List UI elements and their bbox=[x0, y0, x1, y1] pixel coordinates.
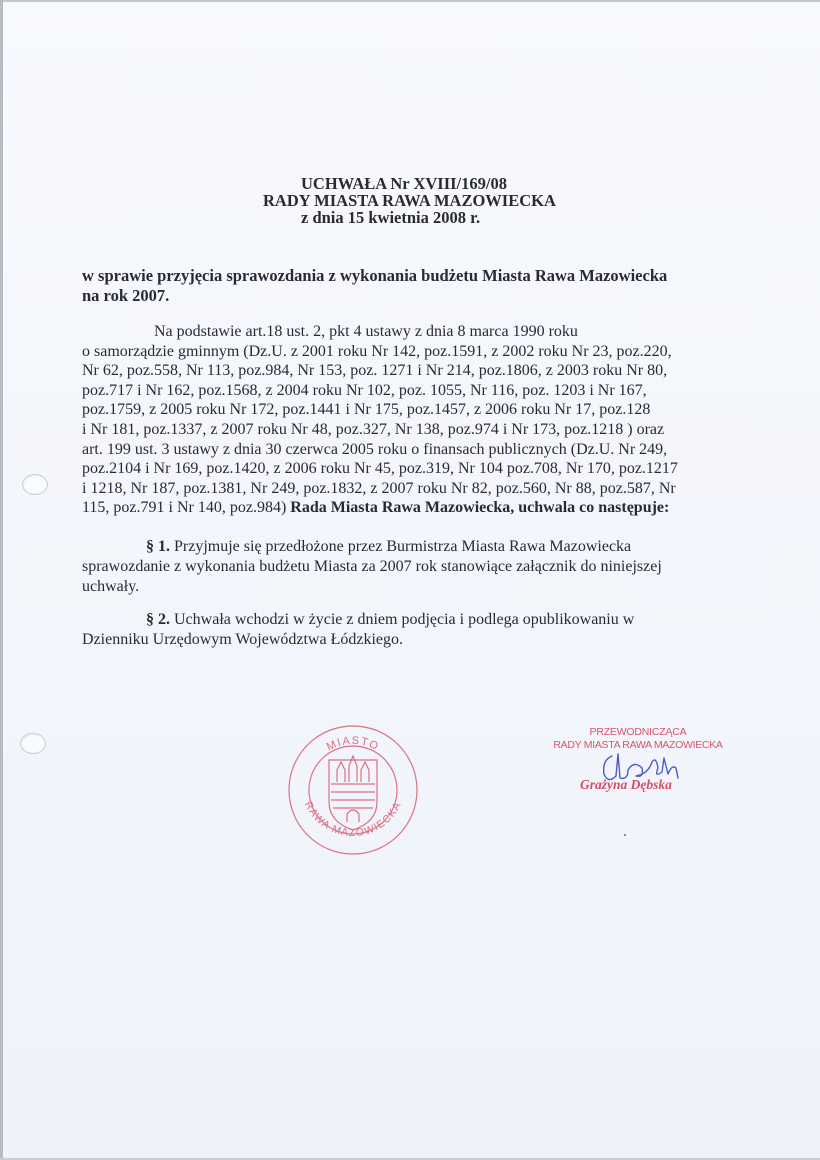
paragraph-1 bbox=[82, 537, 732, 597]
legal-basis-line: i Nr 181, poz.1337, z 2007 roku Nr 48, poz.327, Nr 138, poz.974 i Nr 173, poz.1218 ) oraz bbox=[82, 420, 665, 438]
signatory-name: Grażyna Dębska bbox=[580, 777, 672, 792]
paragraph-marker: § 2. bbox=[146, 611, 170, 628]
legal-basis-line: poz.2104 i Nr 169, poz.1420, z 2006 roku Nr 45, poz.319, Nr 104 poz.708, Nr 170, poz.1217 bbox=[82, 460, 678, 478]
page-edge-top bbox=[0, 0, 820, 2]
enacting-clause: Rada Miasta Rawa Mazowiecka, uchwala co następuje: bbox=[290, 499, 670, 517]
legal-basis-line: Na podstawie art.18 ust. 2, pkt 4 ustawy z dnia 8 marca 1990 roku bbox=[154, 323, 578, 340]
subject-line: na rok 2007. bbox=[82, 286, 170, 305]
stamp-bottom-text: RAWA MAZOWIECKA bbox=[301, 799, 405, 840]
legal-basis bbox=[82, 322, 732, 518]
legal-basis-line: o samorządzie gminnym (Dz.U. z 2001 roku Nr 142, poz.1591, z 2002 roku Nr 23, poz.220, bbox=[82, 342, 672, 360]
legal-basis-line: poz.717 i Nr 162, poz.1568, z 2004 roku Nr 102, poz. 1055, Nr 116, poz. 1203 i Nr 167, bbox=[82, 381, 647, 399]
stamp-top-text: MIASTO bbox=[324, 734, 382, 754]
paragraph-2 bbox=[82, 610, 732, 650]
paragraph-marker: § 1. bbox=[146, 538, 170, 555]
city-seal-stamp bbox=[285, 722, 421, 858]
paragraph-line: Dzienniku Urzędowym Województwa Łódzkiego. bbox=[82, 631, 403, 648]
paragraph-line bbox=[82, 610, 732, 630]
page-edge-left bbox=[0, 0, 3, 1160]
subject-line: w sprawie przyjęcia sprawozdania z wykonania budżetu Miasta Rawa Mazowiecka bbox=[82, 266, 668, 285]
legal-basis-line: poz.1759, z 2005 roku Nr 172, poz.1441 i Nr 175, poz.1457, z 2006 roku Nr 17, poz.128 bbox=[82, 401, 651, 419]
legal-basis-line: Nr 62, poz.558, Nr 113, poz.984, Nr 153, poz. 1271 i Nr 214, poz.1806, z 2003 roku Nr 80, bbox=[82, 362, 668, 380]
resolution-subject bbox=[82, 266, 742, 306]
paragraph-line: sprawozdanie z wykonania budżetu Miasta za 2007 rok stanowiące załącznik do niniejszej bbox=[82, 558, 662, 575]
resolution-date: z dnia 15 kwietnia 2008 r. bbox=[301, 208, 481, 227]
resolution-title: UCHWAŁA Nr XVIII/169/08 bbox=[301, 174, 507, 193]
legal-basis-line: art. 199 ust. 3 ustawy z dnia 30 czerwca 2005 roku o finansach publicznych (Dz.U. Nr 249, bbox=[82, 440, 668, 458]
resolution-authority: RADY MIASTA RAWA MAZOWIECKA bbox=[263, 191, 556, 210]
legal-basis-text: 115, poz.791 i Nr 140, poz.984) bbox=[82, 499, 291, 517]
signatory-organization: RADY MIASTA RAWA MAZOWIECKA bbox=[553, 739, 723, 751]
punch-hole bbox=[22, 474, 48, 495]
paragraph-text: Uchwała wchodzi w życie z dniem podjęcia i podlega opublikowaniu w bbox=[170, 611, 635, 628]
signatory-title: PRZEWODNICZĄCA bbox=[589, 726, 687, 738]
paragraph-text: Przyjmuje się przedłożone przez Burmistrza Miasta Rawa Mazowiecka bbox=[170, 538, 632, 555]
svg-text:MIASTO bbox=[325, 735, 381, 754]
paragraph-line bbox=[82, 537, 732, 557]
punch-hole bbox=[20, 733, 46, 754]
signature-block bbox=[538, 726, 738, 792]
legal-basis-line-final bbox=[82, 498, 732, 518]
svg-text:RAWA MAZOWIECKA bbox=[302, 800, 404, 840]
paragraph-line: uchwały. bbox=[82, 578, 140, 595]
scan-speck bbox=[624, 834, 626, 836]
legal-basis-line: i 1218, Nr 187, poz.1381, Nr 249, poz.1832, z 2007 roku Nr 82, poz.560, Nr 88, poz.587, Nr bbox=[82, 479, 676, 497]
coat-of-arms-icon bbox=[329, 756, 377, 830]
